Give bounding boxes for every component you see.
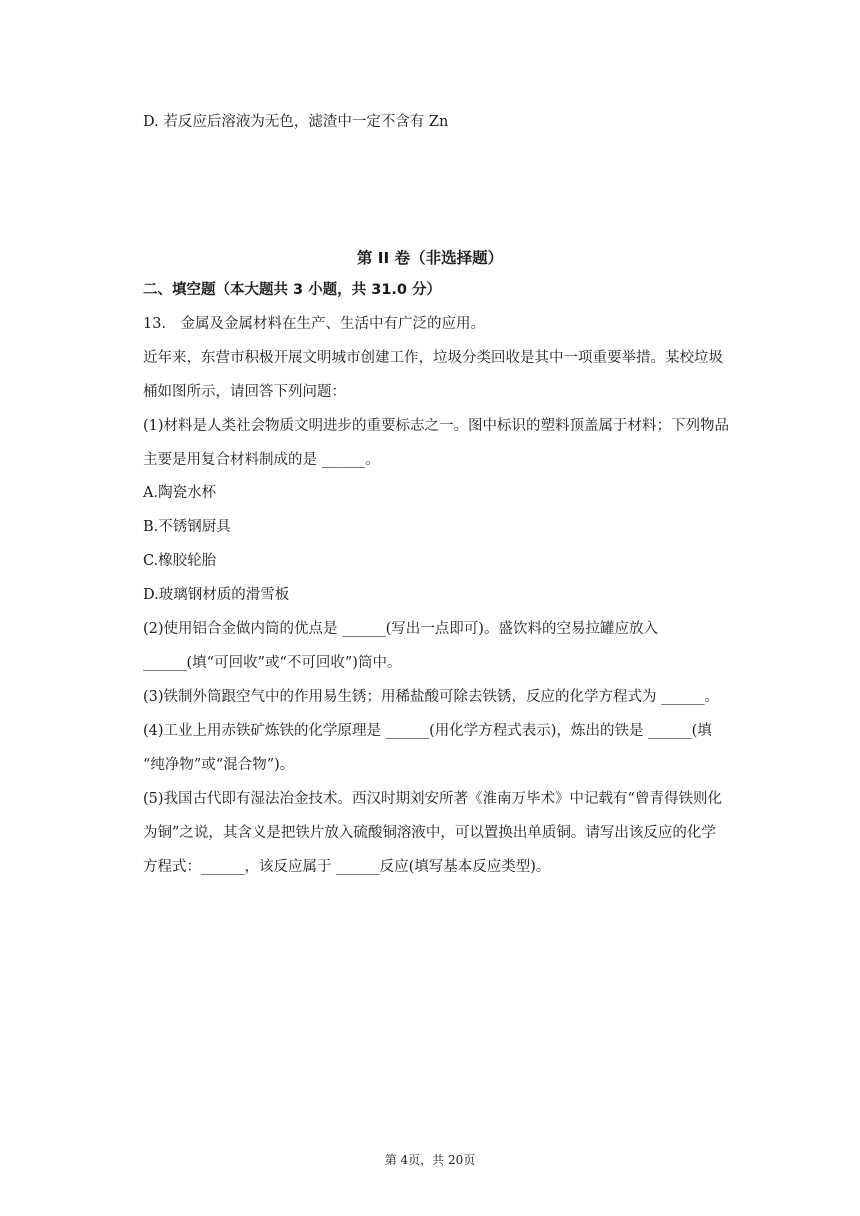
- section-heading: 第 II 卷（非选择题）: [356, 249, 504, 267]
- intro-line-1: 近年来，东营市积极开展文明城市创建工作，垃圾分类回收是其中一项重要举措。某校垃圾: [143, 350, 723, 366]
- sub-question-5-line-1: (5)我国古代即有湿法冶金技术。西汉时期刘安所著《淮南万毕术》中记载有“曾青得铁则化: [143, 791, 722, 807]
- sub-question-1-line-1: (1)材料是人类社会物质文明进步的重要标志之一。图中标识的塑料顶盖属于材料；下列物品: [143, 418, 730, 434]
- option-a: A.陶瓷水杯: [143, 485, 217, 501]
- sub-question-3: (3)铁制外筒跟空气中的作用易生锈；用稀盐酸可除去铁锈，反应的化学方程式为 ______。: [143, 689, 720, 705]
- sub-question-2-line-1: (2)使用铝合金做内筒的优点是 ______(写出一点即可)。盛饮料的空易拉罐应放入: [143, 621, 658, 637]
- sub-question-4-line-2: “纯净物”或“混合物”)。: [143, 757, 295, 773]
- sub-question-5-line-3: 方程式：______，该反应属于 ______反应(填写基本反应类型)。: [143, 859, 551, 875]
- question-13-title: 13. 金属及金属材料在生产、生活中有广泛的应用。: [143, 316, 486, 332]
- option-c: C.橡胶轮胎: [143, 553, 217, 569]
- intro-line-2: 桶如图所示，请回答下列问题：: [143, 384, 346, 400]
- option-d: D.玻璃钢材质的滑雪板: [143, 587, 290, 603]
- sub-question-2-line-2: ______(填“可回收”或“不可回收”)筒中。: [143, 655, 402, 671]
- sub-question-5-line-2: 为铜”之说，其含义是把铁片放入硫酸铜溶液中，可以置换出单质铜。请写出该反应的化学: [143, 825, 716, 841]
- part-title: 二、填空题（本大题共 3 小题，共 31.0 分）: [143, 282, 442, 298]
- page-footer: 第 4页，共 20页: [384, 1153, 476, 1167]
- sub-question-1-line-2: 主要是用复合材料制成的是 ______。: [143, 452, 380, 468]
- option-b: B.不锈钢厨具: [143, 519, 231, 535]
- sub-question-4-line-1: (4)工业上用赤铁矿炼铁的化学原理是 ______(用化学方程式表示)，炼出的铁是 ______(填: [143, 723, 712, 739]
- option-d-text: D. 若反应后溶液为无色，滤渣中一定不含有 Zn: [143, 114, 449, 130]
